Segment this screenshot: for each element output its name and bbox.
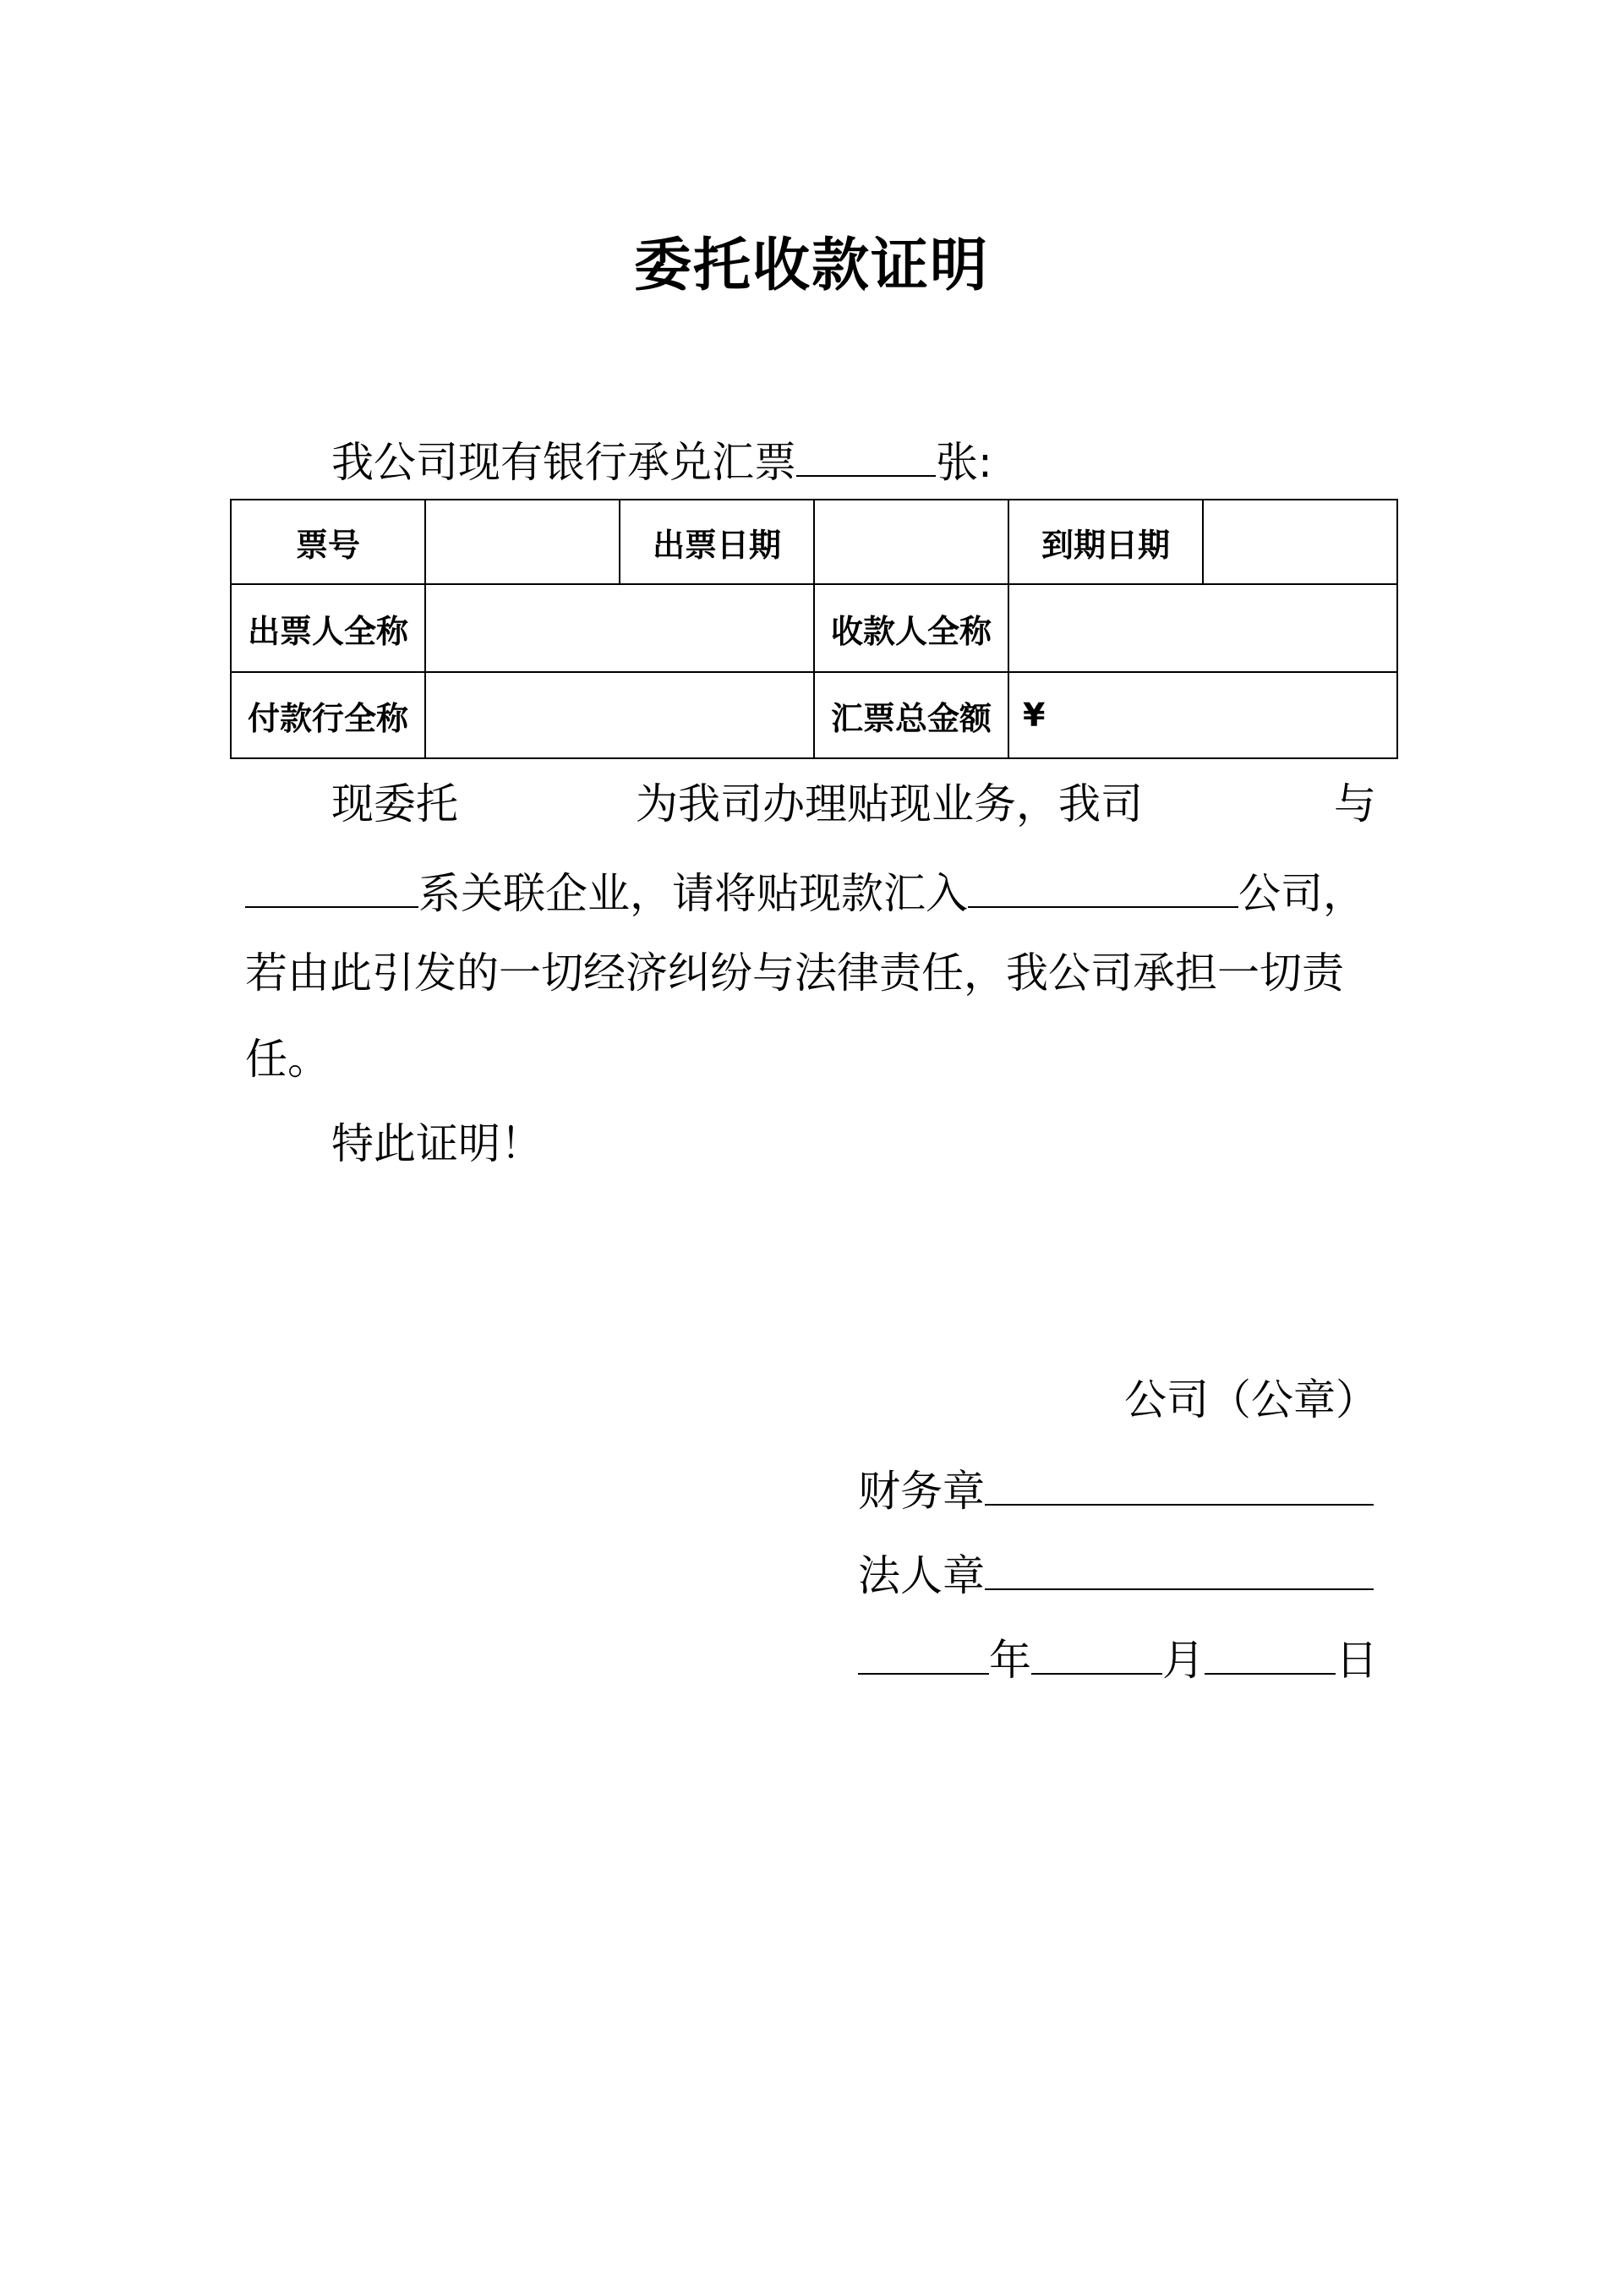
month-label: 月 — [1162, 1636, 1205, 1685]
payee-label: 收款人全称 — [814, 584, 1008, 672]
currency-symbol: ¥ — [1023, 697, 1046, 734]
total-amount-cell[interactable] — [1008, 672, 1397, 758]
payee-cell[interactable] — [1008, 584, 1397, 672]
closing-statement: 特此证明！ — [331, 1119, 543, 1168]
intro-prefix: 我公司现有银行承兑汇票 — [331, 438, 796, 487]
paragraph-line-1 — [331, 778, 1386, 830]
paying-bank-label: 付款行全称 — [231, 672, 425, 758]
p1-text-b: 为我司办理贴现业务，我司 — [636, 779, 1143, 828]
table-row — [231, 584, 1397, 672]
company-seal-label: 公司（公章） — [1124, 1375, 1378, 1424]
paying-bank-cell[interactable] — [425, 672, 814, 758]
issue-date-cell[interactable] — [814, 500, 1008, 584]
ticket-count-blank[interactable] — [796, 431, 936, 477]
p2-text-b: 公司， — [1238, 869, 1365, 918]
issue-date-label: 出票日期 — [620, 500, 814, 584]
p1-text-a: 现委托 — [331, 779, 458, 828]
related-company-blank[interactable] — [245, 862, 418, 908]
intro-line — [331, 431, 992, 489]
p2-text-a: 系关联企业，请将贴现款汇入 — [418, 869, 968, 918]
ticket-no-cell[interactable] — [425, 500, 620, 584]
p1-text-c: 与 — [1334, 779, 1376, 828]
remit-company-blank[interactable] — [968, 862, 1238, 908]
finance-seal-label: 财务章 — [858, 1467, 985, 1516]
table-row — [231, 500, 1397, 584]
finance-seal-blank[interactable] — [985, 1460, 1374, 1506]
year-label: 年 — [989, 1636, 1031, 1685]
day-label: 日 — [1336, 1636, 1378, 1685]
ticket-no-label: 票号 — [231, 500, 425, 584]
legal-seal-blank[interactable] — [985, 1544, 1374, 1590]
date-line — [858, 1629, 1378, 1686]
due-date-label: 到期日期 — [1008, 500, 1203, 584]
due-date-cell[interactable] — [1203, 500, 1397, 584]
document-title: 委托收款证明 — [633, 232, 989, 299]
drawer-cell[interactable] — [425, 584, 814, 672]
year-blank[interactable] — [858, 1629, 989, 1675]
day-blank[interactable] — [1205, 1629, 1336, 1675]
table-row — [231, 672, 1397, 758]
drawer-label: 出票人全称 — [231, 584, 425, 672]
total-amount-label: 汇票总金额 — [814, 672, 1008, 758]
paragraph-line-3: 若由此引发的一切经济纠纷与法律责任，我公司承担一切责 — [245, 948, 1344, 998]
paragraph-line-4: 任。 — [245, 1035, 330, 1084]
finance-seal-line — [858, 1460, 1374, 1517]
bill-info-table — [230, 499, 1398, 759]
legal-seal-label: 法人章 — [858, 1551, 985, 1600]
intro-suffix: 张: — [936, 438, 992, 487]
month-blank[interactable] — [1031, 1629, 1162, 1675]
paragraph-line-2 — [245, 862, 1365, 920]
legal-seal-line — [858, 1544, 1374, 1602]
